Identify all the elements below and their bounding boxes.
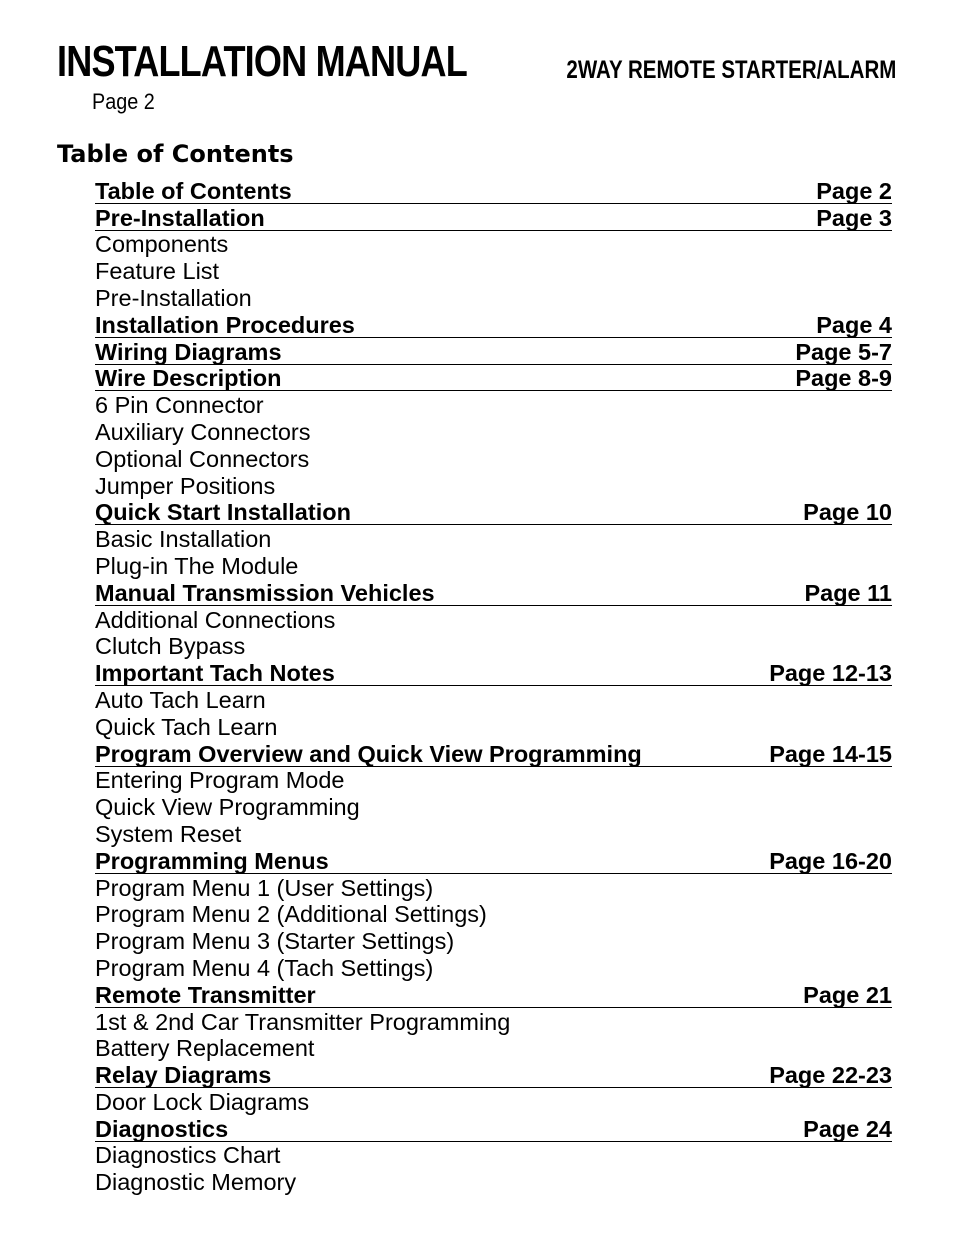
toc-item-label: Jumper Positions <box>95 472 276 499</box>
toc-page-ref: Page 3 <box>816 204 892 231</box>
toc-item-label: Door Lock Diagrams <box>95 1088 310 1115</box>
toc-section-label: Table of Contents <box>95 177 292 204</box>
toc-page-ref: Page 16-20 <box>769 847 892 874</box>
toc-section-row <box>95 338 892 365</box>
toc-item-label: Quick View Programming <box>95 794 360 821</box>
toc-item-row <box>95 525 892 552</box>
toc-item-label: Quick Tach Learn <box>95 713 278 740</box>
toc-item-row <box>95 472 892 499</box>
toc-section-label: Programming Menus <box>95 847 329 874</box>
toc-section-row <box>95 365 892 392</box>
toc-item-row <box>95 713 892 740</box>
toc-item-row <box>95 954 892 981</box>
toc-section-row <box>95 981 892 1008</box>
toc-heading: Table of Contents <box>57 140 294 168</box>
toc-section-row <box>95 659 892 686</box>
toc-section-label: Relay Diagrams <box>95 1062 272 1089</box>
toc-item-label: Plug-in The Module <box>95 552 299 579</box>
toc-item-row <box>95 418 892 445</box>
toc-list <box>95 177 892 1195</box>
toc-page-ref: Page 4 <box>816 311 892 338</box>
toc-page-ref: Page 22-23 <box>769 1062 892 1089</box>
toc-item-label: Program Menu 2 (Additional Settings) <box>95 901 487 928</box>
toc-page-ref: Page 8-9 <box>795 365 892 392</box>
toc-item-label: System Reset <box>95 820 242 847</box>
toc-page-ref: Page 12-13 <box>769 660 892 687</box>
toc-item-label: Diagnostic Memory <box>95 1169 297 1196</box>
toc-item-label: Pre-Installation <box>95 284 252 311</box>
toc-page-ref: Page 5-7 <box>795 338 892 365</box>
toc-item-label: 6 Pin Connector <box>95 392 264 419</box>
toc-section-row <box>95 177 892 204</box>
toc-item-row <box>95 284 892 311</box>
toc-item-label: Program Menu 4 (Tach Settings) <box>95 954 434 981</box>
toc-item-row <box>95 820 892 847</box>
toc-section-row <box>95 579 892 606</box>
toc-item-label: Program Menu 3 (Starter Settings) <box>95 928 455 955</box>
toc-item-row <box>95 1168 892 1195</box>
toc-item-label: Basic Installation <box>95 526 272 553</box>
toc-item-label: Clutch Bypass <box>95 633 246 660</box>
toc-item-label: Auto Tach Learn <box>95 686 266 713</box>
toc-item-label: Program Menu 1 (User Settings) <box>95 874 434 901</box>
toc-section-row <box>95 1061 892 1088</box>
toc-item-row <box>95 445 892 472</box>
toc-section-label: Wiring Diagrams <box>95 338 282 365</box>
toc-item-label: Diagnostics Chart <box>95 1142 281 1169</box>
toc-section-label: Pre-Installation <box>95 204 265 231</box>
toc-section-label: Remote Transmitter <box>95 981 316 1008</box>
toc-page-ref: Page 2 <box>816 177 892 204</box>
toc-section-label: Manual Transmission Vehicles <box>95 579 435 606</box>
toc-section-row <box>95 740 892 767</box>
toc-section-row <box>95 311 892 338</box>
toc-item-row <box>95 686 892 713</box>
toc-item-row <box>95 633 892 660</box>
toc-item-row <box>95 391 892 418</box>
toc-section-label: Wire Description <box>95 365 282 392</box>
toc-item-row <box>95 793 892 820</box>
product-name: 2WAY REMOTE STARTER/ALARM <box>566 56 896 84</box>
toc-item-label: Components <box>95 231 229 258</box>
toc-item-label: Battery Replacement <box>95 1035 315 1062</box>
toc-page-ref: Page 11 <box>804 579 892 606</box>
toc-section-label: Installation Procedures <box>95 311 355 338</box>
toc-item-label: Entering Program Mode <box>95 767 345 794</box>
toc-section-row <box>95 847 892 874</box>
toc-page-ref: Page 21 <box>803 981 892 1008</box>
toc-item-label: Optional Connectors <box>95 445 310 472</box>
toc-section-label: Diagnostics <box>95 1115 229 1142</box>
toc-section-row <box>95 204 892 231</box>
toc-item-row <box>95 1142 892 1169</box>
page-number: Page 2 <box>92 89 155 114</box>
toc-item-row <box>95 552 892 579</box>
toc-item-row <box>95 1088 892 1115</box>
toc-section-label: Quick Start Installation <box>95 499 351 526</box>
toc-item-row <box>95 874 892 901</box>
toc-page-ref: Page 10 <box>803 499 892 526</box>
toc-item-row <box>95 927 892 954</box>
toc-item-row <box>95 767 892 794</box>
toc-section-row <box>95 499 892 526</box>
toc-item-label: Feature List <box>95 258 220 285</box>
toc-item-row <box>95 606 892 633</box>
toc-item-label: 1st & 2nd Car Transmitter Programming <box>95 1008 511 1035</box>
toc-item-row <box>95 231 892 258</box>
toc-section-label: Important Tach Notes <box>95 660 335 687</box>
toc-page-ref: Page 24 <box>803 1115 892 1142</box>
toc-section-label: Program Overview and Quick View Programming <box>95 740 642 767</box>
toc-page-ref: Page 14-15 <box>769 740 892 767</box>
toc-item-row <box>95 1035 892 1062</box>
toc-item-row <box>95 901 892 928</box>
toc-item-label: Additional Connections <box>95 606 336 633</box>
toc-item-row <box>95 1008 892 1035</box>
toc-item-label: Auxiliary Connectors <box>95 418 311 445</box>
toc-section-row <box>95 1115 892 1142</box>
manual-title: INSTALLATION MANUAL <box>57 37 467 86</box>
toc-item-row <box>95 257 892 284</box>
